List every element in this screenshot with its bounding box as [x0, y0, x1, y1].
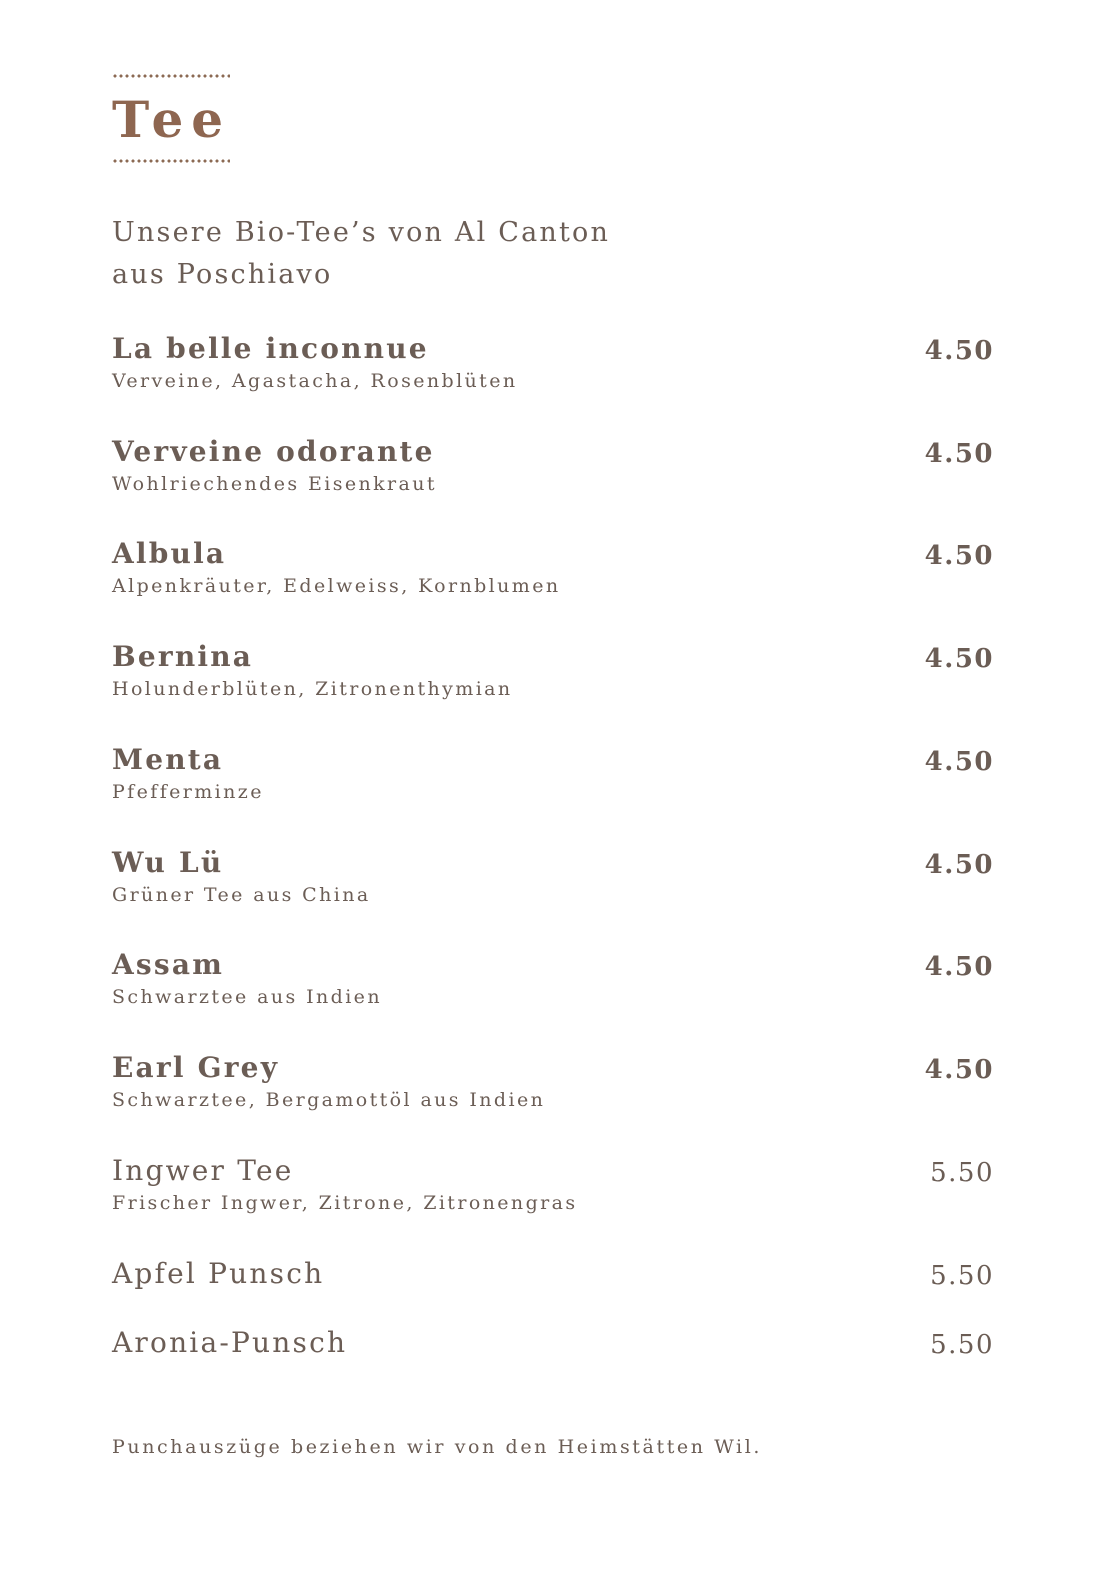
- item-price: 4.50: [924, 336, 994, 366]
- menu-item-aronia-punsch: [112, 1326, 994, 1360]
- item-name: Albula: [112, 537, 227, 570]
- menu-item-ingwer-tee: [112, 1154, 994, 1216]
- item-description: Schwarztee aus Indien: [112, 986, 382, 1008]
- menu-item-earl-grey: [112, 1051, 994, 1113]
- item-price: 4.50: [924, 439, 994, 469]
- item-description: Verveine, Agastacha, Rosenblüten: [112, 370, 518, 392]
- footnote: Punchauszüge beziehen wir von den Heimstätten Wil.: [112, 1436, 763, 1458]
- item-description: Schwarztee, Bergamottöl aus Indien: [112, 1089, 546, 1111]
- item-description: Pfefferminze: [112, 781, 264, 803]
- item-name: Apfel Punsch: [112, 1257, 325, 1290]
- intro-text: [112, 212, 812, 296]
- item-description: Frischer Ingwer, Zitrone, Zitronengras: [112, 1192, 578, 1214]
- item-name: Menta: [112, 743, 224, 776]
- item-name: Aronia-Punsch: [112, 1326, 348, 1359]
- dotted-rule-top: [112, 74, 230, 78]
- item-name: Bernina: [112, 640, 254, 673]
- menu-page: [112, 0, 994, 1571]
- item-price: 4.50: [924, 952, 994, 982]
- page-title: Tee: [112, 90, 232, 149]
- menu-item-albula: [112, 537, 994, 599]
- menu-item-menta: [112, 743, 994, 805]
- dotted-rule-bottom: [112, 159, 230, 163]
- item-name: Verveine odorante: [112, 435, 435, 468]
- item-description: Holunderblüten, Zitronenthymian: [112, 678, 513, 700]
- intro-line-2: aus Poschiavo: [112, 259, 333, 290]
- menu-item-verveine-odorante: [112, 435, 994, 497]
- title-block: [112, 74, 230, 163]
- intro-line-1: Unsere Bio-Tee’s von Al Canton: [112, 217, 611, 248]
- item-name: Ingwer Tee: [112, 1154, 294, 1187]
- item-price: 5.50: [930, 1158, 994, 1188]
- menu-item-wu-lu: [112, 846, 994, 908]
- item-name: La belle inconnue: [112, 332, 429, 365]
- item-name: Assam: [112, 948, 225, 981]
- item-price: 4.50: [924, 747, 994, 777]
- item-name: Wu Lü: [112, 846, 224, 879]
- item-price: 5.50: [930, 1330, 994, 1360]
- item-description: Alpenkräuter, Edelweiss, Kornblumen: [112, 575, 561, 597]
- item-price: 4.50: [924, 644, 994, 674]
- item-price: 4.50: [924, 850, 994, 880]
- item-price: 4.50: [924, 1055, 994, 1085]
- menu-item-apfel-punsch: [112, 1257, 994, 1291]
- item-description: Grüner Tee aus China: [112, 884, 371, 906]
- menu-item-bernina: [112, 640, 994, 702]
- item-description: Wohlriechendes Eisenkraut: [112, 473, 437, 495]
- menu-item-assam: [112, 948, 994, 1010]
- item-price: 4.50: [924, 541, 994, 571]
- item-name: Earl Grey: [112, 1051, 280, 1084]
- menu-item-la-belle-inconnue: [112, 332, 994, 394]
- item-price: 5.50: [930, 1261, 994, 1291]
